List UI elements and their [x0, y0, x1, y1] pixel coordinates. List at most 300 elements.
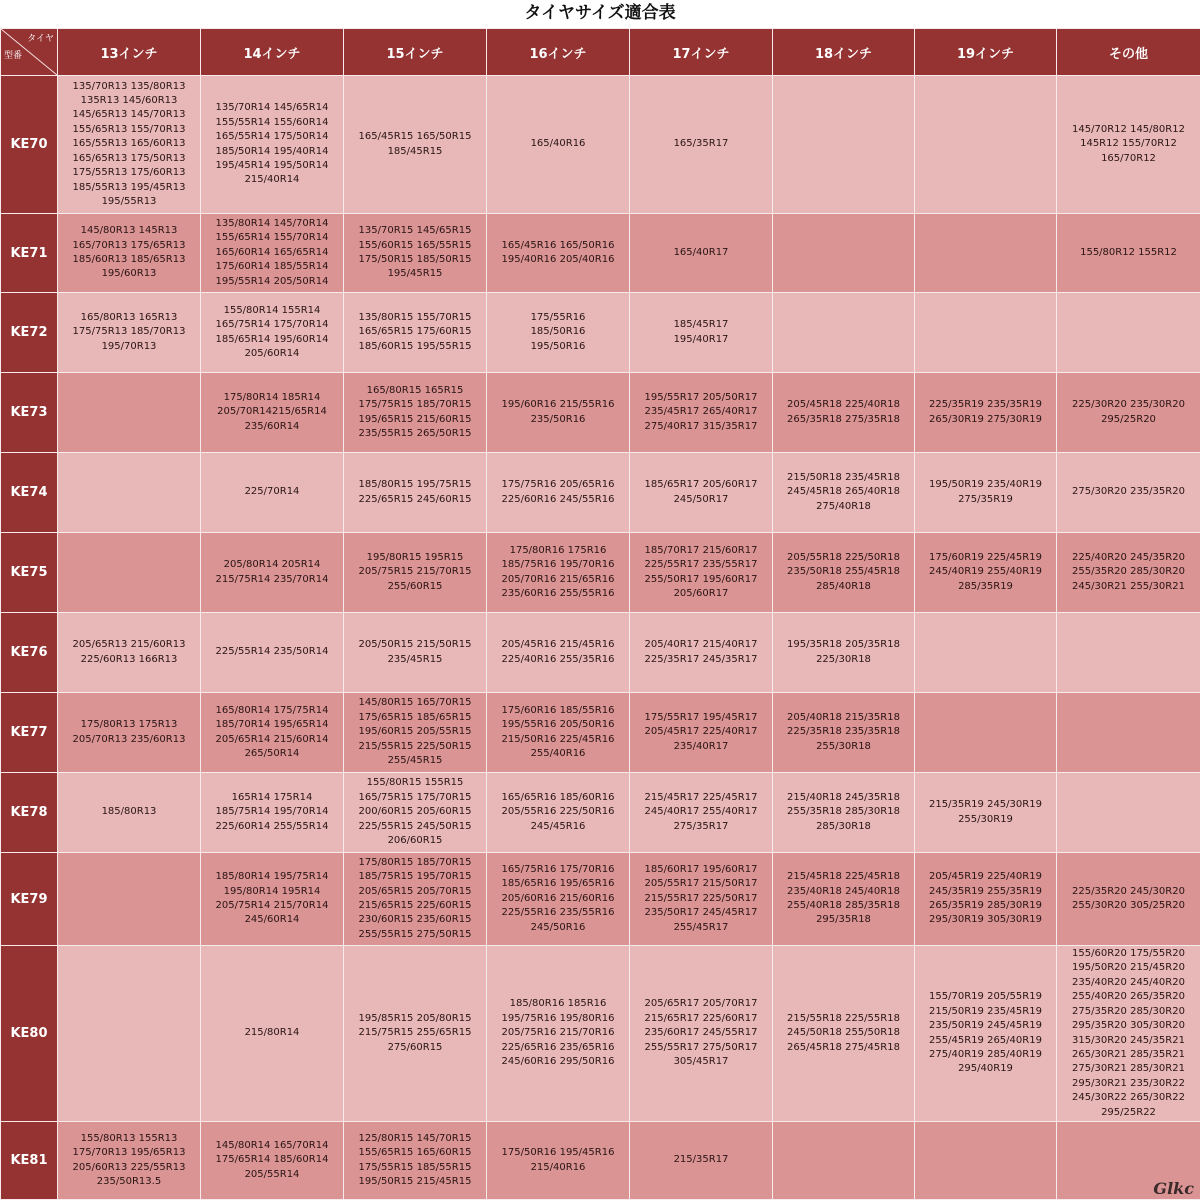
header-row: [1, 29, 1200, 76]
tire-size-line: 225/30R20 235/30R20: [1072, 399, 1185, 411]
tire-size-line: 195/60R15 205/55R15: [358, 726, 472, 738]
size-cell: [915, 693, 1057, 773]
tire-size-line: 265/30R19 275/30R19: [929, 413, 1042, 425]
tire-size-line: 225/55R16 235/55R16: [501, 907, 615, 919]
tire-size-line: 195/60R16 215/55R16: [501, 399, 615, 411]
tire-size-line: 225/35R20 245/30R20: [1072, 885, 1185, 897]
tire-size-line: 195/75R16 195/80R16: [501, 1012, 615, 1024]
table-row: [1, 946, 1200, 1122]
tire-size-line: 205/60R17: [673, 587, 729, 599]
tire-size-line: 155/80R15 155R15: [366, 777, 464, 789]
tire-size-line: 155/65R13 155/70R13: [72, 123, 186, 135]
size-cell: [773, 373, 915, 453]
tire-size-line: 235/50R16: [530, 413, 586, 425]
tire-size-line: 165/70R13 175/65R13: [72, 239, 186, 251]
tire-size-line: 195/50R16: [530, 340, 586, 352]
tire-size-line: 275/35R17: [673, 820, 729, 832]
size-cell: [630, 453, 773, 533]
size-cell: [630, 293, 773, 373]
tire-size-line: 135/70R13 135/80R13: [72, 80, 186, 92]
tire-size-line: 235/40R18 245/40R18: [787, 885, 900, 897]
tire-size-line: 145/70R12 145/80R12: [1072, 123, 1185, 135]
tire-size-line: 155/60R20 175/55R20: [1072, 948, 1185, 960]
size-cell: [58, 773, 201, 853]
table-row: [1, 214, 1200, 293]
tire-size-line: 195/70R13: [101, 340, 157, 352]
size-cell: [344, 946, 487, 1122]
tire-size-line: 155/80R14 155R14: [223, 304, 321, 316]
tire-size-line: 135/70R15 145/65R15: [358, 225, 472, 237]
size-cell: [1057, 693, 1200, 773]
tire-size-line: 205/40R17 215/40R17: [644, 639, 758, 651]
row-model-label: KE79: [1, 853, 58, 946]
tire-size-line: 295/25R22: [1101, 1106, 1156, 1118]
tire-size-line: 255/40R16: [530, 747, 586, 759]
tire-size-line: 255/40R20 265/35R20: [1072, 991, 1185, 1003]
tire-size-line: 185/65R16 195/65R16: [501, 878, 615, 890]
size-cell: [773, 76, 915, 214]
tire-size-line: 215/35R19 245/30R19: [929, 799, 1042, 811]
tire-size-line: 185/60R17 195/60R17: [644, 863, 758, 875]
tire-size-line: 195/50R19 235/40R19: [929, 479, 1042, 491]
size-cell: [58, 613, 201, 693]
tire-size-line: 155/70R19 205/55R19: [929, 991, 1042, 1003]
tire-size-line: 295/30R19 305/30R19: [929, 914, 1042, 926]
tire-size-line: 175/80R16 175R16: [509, 544, 607, 556]
size-cell: [630, 1122, 773, 1200]
size-cell: [344, 1122, 487, 1200]
tire-size-line: 235/55R15 265/50R15: [358, 427, 472, 439]
tire-size-line: 295/30R21 235/30R22: [1072, 1077, 1185, 1089]
tire-size-line: 245/60R16 295/50R16: [501, 1056, 615, 1068]
tire-size-line: 175/60R19 225/45R19: [929, 551, 1042, 563]
size-cell: [630, 693, 773, 773]
tire-size-line: 225/40R16 255/35R16: [501, 653, 615, 665]
size-cell: [487, 293, 630, 373]
table-row: [1, 533, 1200, 613]
tire-size-line: 245/30R22 265/30R22: [1072, 1092, 1185, 1104]
row-model-label: KE77: [1, 693, 58, 773]
tire-size-line: 155/80R13 155R13: [80, 1132, 178, 1144]
tire-size-line: 205/60R16 215/60R16: [501, 892, 615, 904]
tire-size-line: 185/55R13 195/45R13: [72, 181, 186, 193]
tire-size-line: 165/60R14 165/65R14: [215, 246, 329, 258]
tire-size-line: 165/55R14 175/50R14: [215, 131, 329, 143]
table-row: [1, 293, 1200, 373]
tire-size-line: 205/45R17 225/40R17: [644, 726, 758, 738]
tire-size-line: 275/40R18: [816, 500, 871, 512]
tire-size-line: 205/45R18 225/40R18: [787, 399, 900, 411]
tire-size-line: 215/35R17: [673, 1154, 729, 1166]
corner-cell: [1, 29, 58, 76]
row-model-label: KE81: [1, 1122, 58, 1200]
tire-size-line: 275/35R19: [958, 493, 1013, 505]
tire-size-line: 225/55R17 235/55R17: [644, 559, 758, 571]
size-cell: [1057, 214, 1200, 293]
tire-size-line: 235/40R17: [673, 740, 729, 752]
tire-size-line: 205/40R18 215/35R18: [787, 711, 900, 723]
table-row: [1, 453, 1200, 533]
tire-size-line: 275/30R20 235/35R20: [1072, 486, 1185, 498]
tire-size-line: 255/45R19 265/40R19: [929, 1034, 1042, 1046]
tire-size-line: 235/50R18 255/45R18: [787, 566, 900, 578]
size-cell: [487, 773, 630, 853]
column-header: 19インチ: [915, 29, 1057, 76]
tire-size-line: 235/50R13.5: [96, 1175, 162, 1187]
tire-size-line: 165R14 175R14: [231, 791, 313, 803]
tire-size-line: 185/75R15 195/70R15: [358, 871, 472, 883]
tire-size-line: 215/75R15 255/65R15: [358, 1027, 472, 1039]
tire-size-line: 165/40R17: [673, 246, 729, 258]
size-cell: [915, 1122, 1057, 1200]
tire-size-line: 235/60R17 245/55R17: [644, 1027, 758, 1039]
size-cell: [1057, 853, 1200, 946]
tire-size-line: 205/45R19 225/40R19: [929, 871, 1042, 883]
tire-size-line: 225/35R18 235/35R18: [787, 726, 900, 738]
tire-size-line: 205/70R14215/65R14: [217, 406, 327, 418]
tire-size-line: 255/40R18 285/35R18: [787, 900, 900, 911]
size-cell: [1057, 373, 1200, 453]
size-cell: [773, 853, 915, 946]
tire-size-line: 145/80R15 165/70R15: [358, 697, 472, 709]
tire-size-line: 225/35R19 235/35R19: [929, 399, 1042, 411]
column-header: 14インチ: [201, 29, 344, 76]
size-cell: [915, 853, 1057, 946]
tire-size-line: 245/50R18 255/50R18: [787, 1027, 900, 1039]
tire-size-line: 175/60R14 185/55R14: [215, 261, 329, 273]
size-cell: [344, 693, 487, 773]
tire-size-line: 155/60R15 165/55R15: [358, 239, 472, 251]
tire-size-line: 175/55R15 185/55R15: [358, 1161, 472, 1173]
row-model-label: KE80: [1, 946, 58, 1122]
tire-size-line: 185/80R15 195/75R15: [358, 479, 472, 491]
tire-size-line: 315/30R20 245/35R21: [1072, 1034, 1185, 1046]
tire-size-line: 165/80R14 175/75R14: [215, 704, 329, 716]
size-cell: [1057, 613, 1200, 693]
tire-size-line: 295/35R18: [816, 914, 871, 926]
tire-size-line: 225/60R13 166R13: [80, 653, 178, 665]
tire-size-line: 295/25R20: [1101, 413, 1156, 425]
tire-size-line: 165/35R17: [673, 138, 729, 150]
size-cell: [915, 453, 1057, 533]
tire-size-line: 135/80R15 155/70R15: [358, 311, 472, 323]
tire-size-line: 175/60R16 185/55R16: [501, 704, 615, 716]
tire-size-line: 155/65R14 155/70R14: [215, 232, 329, 244]
size-cell: [344, 373, 487, 453]
size-cell: [1057, 293, 1200, 373]
tire-size-line: 165/40R16: [530, 138, 586, 150]
tire-size-line: 155/55R14 155/60R14: [215, 116, 329, 128]
table-row: [1, 773, 1200, 853]
size-cell: [58, 76, 201, 214]
tire-size-line: 255/50R17 195/60R17: [644, 573, 758, 585]
tire-size-line: 185/70R14 195/65R14: [215, 719, 329, 731]
column-header: 15インチ: [344, 29, 487, 76]
tire-size-line: 245/30R21 255/30R21: [1072, 580, 1185, 592]
tire-size-line: 225/70R14: [244, 486, 300, 498]
tire-size-line: 195/55R16 205/50R16: [501, 719, 615, 731]
size-cell: [487, 453, 630, 533]
size-cell: [201, 76, 344, 214]
tire-size-line: 205/65R17 205/70R17: [644, 998, 758, 1010]
size-cell: [58, 946, 201, 1122]
tire-size-line: 195/50R15 215/45R15: [358, 1175, 472, 1187]
tire-size-line: 165/80R13 165R13: [80, 311, 178, 323]
size-cell: [773, 1122, 915, 1200]
tire-size-line: 255/30R18: [816, 740, 871, 752]
tire-size-line: 235/60R14: [244, 420, 300, 432]
tire-size-line: 245/50R16: [530, 921, 586, 933]
size-cell: [915, 613, 1057, 693]
tire-size-line: 185/80R14 195/75R14: [215, 871, 329, 883]
tire-size-line: 185/65R17 205/60R17: [644, 479, 758, 491]
size-cell: [773, 946, 915, 1122]
page-title: タイヤサイズ適合表: [524, 3, 676, 23]
table-row: [1, 76, 1200, 214]
size-cell: [58, 1122, 201, 1200]
tire-size-line: 205/50R15 215/50R15: [358, 639, 472, 651]
tire-size-line: 205/75R15 215/70R15: [358, 566, 472, 578]
size-cell: [630, 76, 773, 214]
tire-size-line: 225/60R14 255/55R14: [215, 820, 329, 832]
tire-size-line: 235/50R17 245/45R17: [644, 907, 758, 919]
tire-size-line: 155/80R12 155R12: [1080, 246, 1177, 258]
tire-size-line: 265/35R19 285/30R19: [929, 900, 1042, 911]
size-cell: [1057, 946, 1200, 1122]
row-model-label: KE71: [1, 214, 58, 293]
corner-model-label: 型番: [4, 51, 23, 61]
tire-size-line: 255/30R20 305/25R20: [1072, 900, 1185, 911]
tire-size-line: 205/45R16 215/45R16: [501, 639, 615, 651]
table-row: [1, 693, 1200, 773]
size-cell: [1057, 76, 1200, 214]
tire-size-line: 215/75R14 235/70R14: [215, 573, 329, 585]
tire-size-line: 225/65R15 245/60R15: [358, 493, 472, 505]
tire-size-line: 255/35R20 285/30R20: [1072, 566, 1185, 578]
tire-size-line: 195/60R13: [101, 268, 157, 280]
tire-size-line: 165/75R16 175/70R16: [501, 863, 615, 875]
tire-size-line: 165/80R15 165R15: [366, 384, 464, 396]
size-cell: [630, 533, 773, 613]
size-cell: [915, 946, 1057, 1122]
size-cell: [201, 946, 344, 1122]
size-cell: [201, 853, 344, 946]
tire-size-line: 235/40R20 245/40R20: [1072, 976, 1185, 988]
tire-size-line: 165/65R13 175/50R13: [72, 152, 186, 164]
size-cell: [773, 453, 915, 533]
size-cell: [487, 853, 630, 946]
corner-tire-label: タイヤ: [27, 34, 54, 44]
size-cell: [201, 293, 344, 373]
tire-size-line: 215/40R14: [244, 174, 300, 186]
tire-size-line: 195/55R13: [101, 195, 157, 207]
tire-size-line: 245/40R17 255/40R17: [644, 806, 758, 818]
tire-size-line: 145R12 155/70R12: [1080, 138, 1177, 150]
tire-size-line: 195/40R17: [673, 333, 729, 345]
tire-size-table: [0, 28, 1200, 1200]
size-cell: [58, 373, 201, 453]
row-model-label: KE73: [1, 373, 58, 453]
tire-size-line: 165/65R16 185/60R16: [501, 791, 615, 803]
size-cell: [201, 214, 344, 293]
tire-size-line: 230/60R15 235/60R15: [358, 914, 472, 926]
tire-size-line: 245/60R14: [244, 914, 300, 926]
size-cell: [773, 613, 915, 693]
tire-size-line: 205/55R16 225/50R16: [501, 806, 615, 818]
tire-size-line: 145/65R13 145/70R13: [72, 109, 186, 121]
tire-size-line: 255/35R18 285/30R18: [787, 806, 900, 818]
column-header: 16インチ: [487, 29, 630, 76]
size-cell: [915, 533, 1057, 613]
tire-size-line: 175/65R14 185/60R14: [215, 1154, 329, 1166]
tire-size-line: 185/45R17: [673, 319, 729, 331]
tire-size-line: 205/55R17 215/50R17: [644, 878, 758, 890]
tire-size-line: 235/45R15: [387, 653, 443, 665]
tire-size-line: 195/55R14 205/50R14: [215, 275, 329, 287]
tire-size-line: 285/40R18: [816, 580, 871, 592]
tire-size-line: 235/50R19 245/45R19: [929, 1020, 1042, 1032]
size-cell: [915, 293, 1057, 373]
size-cell: [1057, 533, 1200, 613]
tire-size-line: 215/50R19 235/45R19: [929, 1005, 1042, 1017]
tire-size-line: 255/60R15: [387, 580, 443, 592]
tire-size-line: 175/80R13 175R13: [80, 719, 178, 731]
tire-size-line: 215/45R18 225/45R18: [787, 871, 900, 883]
tire-size-line: 205/75R16 215/70R16: [501, 1027, 615, 1039]
tire-size-line: 205/70R16 215/65R16: [501, 573, 615, 585]
tire-size-line: 215/40R16: [530, 1161, 586, 1173]
column-header: 18インチ: [773, 29, 915, 76]
tire-size-line: 295/40R19: [958, 1063, 1013, 1075]
size-cell: [773, 293, 915, 373]
tire-size-line: 175/50R15 185/50R15: [358, 254, 472, 265]
tire-size-line: 185/45R15: [387, 145, 443, 157]
tire-size-line: 185/70R17 215/60R17: [644, 544, 758, 556]
tire-size-line: 185/65R14 195/60R14: [215, 333, 329, 345]
tire-size-line: 165/75R14 175/70R14: [215, 319, 329, 331]
tire-size-line: 275/30R21 285/30R21: [1072, 1063, 1185, 1075]
tire-size-line: 215/55R18 225/55R18: [787, 1012, 900, 1024]
size-cell: [915, 214, 1057, 293]
tire-size-line: 185/50R14 195/40R14: [215, 145, 329, 157]
size-cell: [58, 853, 201, 946]
size-cell: [630, 214, 773, 293]
tire-size-line: 275/40R17 315/35R17: [644, 420, 758, 432]
column-header: 17インチ: [630, 29, 773, 76]
size-cell: [487, 533, 630, 613]
tire-size-line: 225/55R14 235/50R14: [215, 646, 329, 658]
size-cell: [915, 773, 1057, 853]
tire-size-line: 255/45R17: [673, 921, 729, 933]
size-cell: [201, 773, 344, 853]
tire-size-line: 245/40R19 255/40R19: [929, 566, 1042, 578]
tire-size-line: 225/40R20 245/35R20: [1072, 551, 1185, 563]
size-cell: [487, 946, 630, 1122]
tire-size-line: 265/45R18 275/45R18: [787, 1041, 900, 1053]
size-cell: [630, 946, 773, 1122]
tire-size-line: 195/85R15 205/80R15: [358, 1012, 472, 1024]
tire-size-line: 275/60R15: [387, 1041, 443, 1053]
row-model-label: KE76: [1, 613, 58, 693]
tire-size-line: 225/30R18: [816, 653, 871, 665]
size-cell: [773, 693, 915, 773]
tire-size-line: 215/80R14: [244, 1027, 300, 1039]
size-cell: [201, 613, 344, 693]
tire-size-line: 185/75R16 195/70R16: [501, 559, 615, 571]
size-cell: [344, 773, 487, 853]
size-cell: [915, 373, 1057, 453]
tire-size-line: 225/60R16 245/55R16: [501, 493, 615, 505]
tire-size-line: 225/65R16 235/65R16: [501, 1041, 615, 1053]
size-cell: [487, 1122, 630, 1200]
row-model-label: KE75: [1, 533, 58, 613]
tire-size-line: 215/55R15 225/50R15: [358, 740, 472, 752]
size-cell: [773, 773, 915, 853]
size-cell: [58, 693, 201, 773]
tire-size-line: 255/30R19: [958, 813, 1013, 825]
size-cell: [487, 214, 630, 293]
tire-size-line: 175/75R13 185/70R13: [72, 326, 186, 338]
row-model-label: KE78: [1, 773, 58, 853]
tire-size-line: 215/65R15 225/60R15: [358, 900, 472, 911]
tire-size-line: 185/50R16: [530, 326, 586, 338]
tire-size-line: 215/55R17 225/50R17: [644, 892, 758, 904]
size-cell: [915, 76, 1057, 214]
tire-size-line: 275/40R19 285/40R19: [929, 1048, 1042, 1060]
size-cell: [58, 453, 201, 533]
size-cell: [58, 533, 201, 613]
tire-size-line: 215/50R16 225/45R16: [501, 733, 615, 745]
tire-size-line: 135/80R14 145/70R14: [215, 217, 329, 229]
tire-size-line: 285/30R18: [816, 820, 871, 832]
tire-size-line: 135/70R14 145/65R14: [215, 102, 329, 114]
row-model-label: KE74: [1, 453, 58, 533]
size-cell: [201, 693, 344, 773]
tire-size-line: 215/45R17 225/45R17: [644, 791, 758, 803]
tire-size-line: 215/50R18 235/45R18: [787, 471, 900, 483]
tire-size-line: 215/40R18 245/35R18: [787, 791, 900, 803]
tire-size-line: 195/80R15 195R15: [366, 551, 464, 563]
tire-size-line: 175/75R15 185/70R15: [358, 399, 472, 411]
tire-size-line: 175/55R17 195/45R17: [644, 711, 758, 723]
tire-size-line: 175/80R15 185/70R15: [358, 856, 472, 868]
tire-size-line: 225/35R17 245/35R17: [644, 653, 758, 665]
size-cell: [344, 533, 487, 613]
size-cell: [344, 453, 487, 533]
tire-size-line: 195/65R15 215/60R15: [358, 413, 472, 425]
tire-size-line: 265/30R21 285/35R21: [1072, 1048, 1185, 1060]
size-cell: [201, 373, 344, 453]
size-cell: [201, 533, 344, 613]
tire-size-line: 245/45R16: [530, 820, 586, 832]
table-row: [1, 373, 1200, 453]
size-cell: [487, 613, 630, 693]
column-header: その他: [1057, 29, 1200, 76]
size-cell: [58, 214, 201, 293]
tire-size-line: 205/65R15 205/70R15: [358, 885, 472, 897]
tire-size-line: 195/50R20 215/45R20: [1072, 962, 1185, 974]
tire-size-line: 205/75R14 215/70R14: [215, 900, 329, 911]
tire-size-line: 235/45R17 265/40R17: [644, 406, 758, 418]
tire-size-line: 175/75R16 205/65R16: [501, 479, 615, 491]
tire-size-line: 265/35R18 275/35R18: [787, 413, 900, 425]
tire-size-line: 155/65R15 165/60R15: [358, 1147, 472, 1159]
row-model-label: KE70: [1, 76, 58, 214]
tire-size-line: 200/60R15 205/60R15: [358, 806, 472, 818]
tire-size-line: 145/80R13 145R13: [80, 225, 178, 237]
tire-size-line: 175/55R16: [530, 311, 586, 323]
table-row: [1, 613, 1200, 693]
